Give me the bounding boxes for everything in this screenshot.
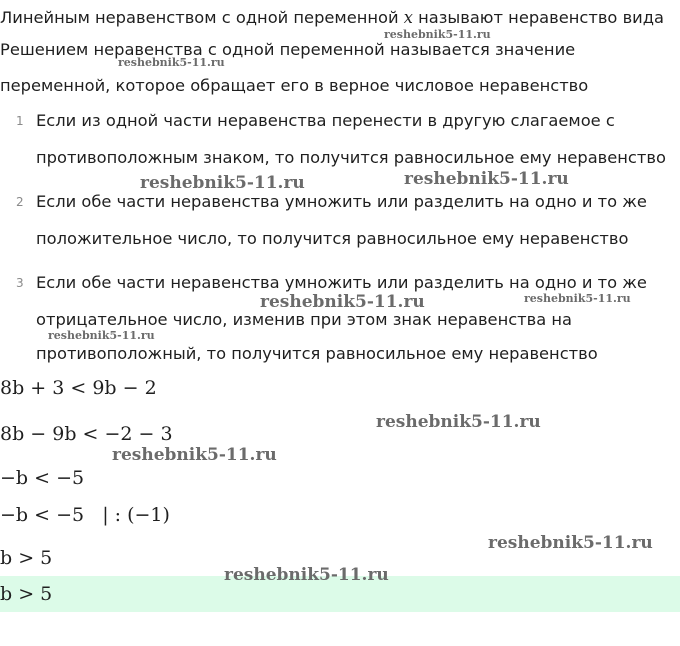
watermark: reshebnik5-11.ru	[404, 169, 569, 189]
intro-line-1: Линейным неравенством с одной переменной x называют неравенство вида	[0, 8, 664, 27]
watermark: reshebnik5-11.ru	[384, 28, 491, 41]
rule-1-line-2: противоположным знаком, то получится равносильное ему неравенство	[36, 148, 666, 167]
rule-3-line-3: противоположный, то получится равносильное ему неравенство	[36, 344, 598, 363]
rule-2-line-2: положительное число, то получится равносильное ему неравенство	[36, 229, 629, 248]
solution-step-5: b > 5	[0, 547, 53, 569]
solution-step-2: 8b − 9b < −2 − 3	[0, 423, 173, 445]
watermark: reshebnik5-11.ru	[524, 292, 631, 305]
watermark: reshebnik5-11.ru	[376, 412, 541, 432]
rule-3-line-2: отрицательное число, изменив при этом знак неравенства на	[36, 310, 573, 329]
intro-line-2: Решением неравенства с одной переменной называется значение	[0, 40, 576, 59]
solution-step-3: −b < −5	[0, 467, 85, 489]
rule-1-number: 1	[16, 114, 24, 128]
solution-step-1: 8b + 3 < 9b − 2	[0, 377, 157, 399]
solution-step-4: −b < −5 | : (−1)	[0, 504, 170, 526]
rule-2-line-1: Если обе части неравенства умножить или разделить на одно и то же	[36, 192, 647, 211]
watermark: reshebnik5-11.ru	[112, 445, 277, 465]
watermark: reshebnik5-11.ru	[224, 565, 389, 585]
rule-3-number: 3	[16, 276, 24, 290]
watermark: reshebnik5-11.ru	[48, 329, 155, 342]
solution-answer: b > 5	[0, 583, 53, 605]
rule-2-number: 2	[16, 195, 24, 209]
rule-1-line-1: Если из одной части неравенства перенести в другую слагаемое с	[36, 111, 615, 130]
watermark: reshebnik5-11.ru	[140, 173, 305, 193]
watermark: reshebnik5-11.ru	[260, 292, 425, 312]
variable-x: x	[403, 8, 413, 27]
intro-line-3: переменной, которое обращает его в верное числовое неравенство	[0, 76, 589, 95]
watermark: reshebnik5-11.ru	[488, 533, 653, 553]
answer-highlight	[0, 576, 680, 612]
watermark: reshebnik5-11.ru	[118, 56, 225, 69]
rule-3-line-1: Если обе части неравенства умножить или разделить на одно и то же	[36, 273, 647, 292]
